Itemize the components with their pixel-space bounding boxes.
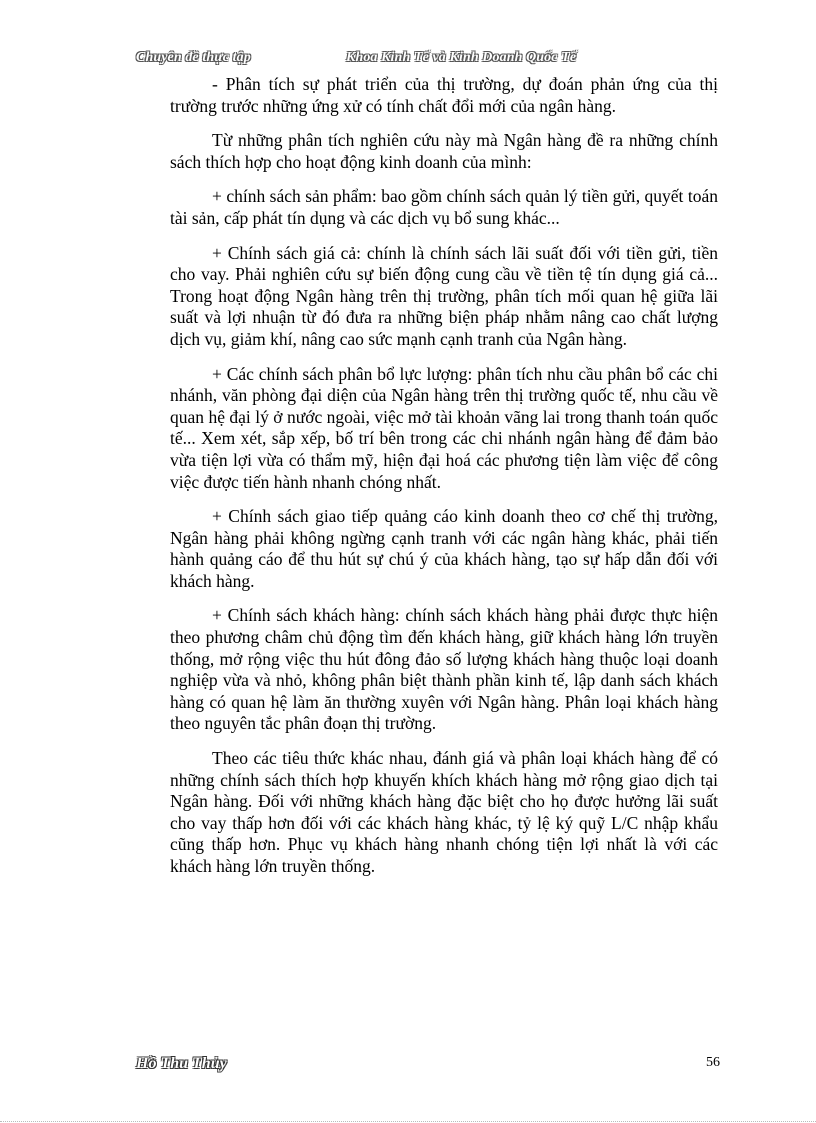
paragraph-policy-intro: Từ những phân tích nghiên cứu này mà Ngân hàng đề ra những chính sách thích hợp cho hoạt động kinh doanh của mình: (170, 130, 718, 172)
header-course-title: Chuyên đề thực tập (136, 50, 251, 65)
paragraph-customer-policy: + Chính sách khách hàng: chính sách khách hàng phải được thực hiện theo phương châm chủ động tìm đến khách hàng, giữ khách hàng lớn truyền thống, mở rộng việc thu hút đông đảo số lượng khách hàng thuộc loại doanh nghiệp vừa và nhỏ, không phân biệt thành phần kinh tế, lập danh sách khách hàng có quan hệ làm ăn thường xuyên với Ngân hàng. Phân loại khách hàng theo nguyên tắc phân đoạn thị trường. (170, 605, 718, 734)
page-number: 56 (706, 1055, 720, 1070)
document-body (170, 74, 718, 891)
paragraph-market-analysis: - Phân tích sự phát triển của thị trường, dự đoán phản ứng của thị trường trước những ứng xử có tính chất đổi mới của ngân hàng. (170, 74, 718, 116)
paragraph-pricing-policy: + Chính sách giá cả: chính là chính sách lãi suất đối với tiền gửi, tiền cho vay. Phải nghiên cứu sự biến động cung cầu về tiền tệ tín dụng giá cả... Trong hoạt động Ngân hàng trên thị trường, phân tích mối quan hệ giữa lãi suất và lợi nhuận từ đó đưa ra những biện pháp nhằm nâng cao chất lượng dịch vụ, giảm khí, nâng cao sức mạnh cạnh tranh của Ngân hàng. (170, 242, 718, 349)
page-bottom-divider (0, 1121, 816, 1122)
page-header (136, 50, 726, 70)
paragraph-allocation-policy: + Các chính sách phân bổ lực lượng: phân tích nhu cầu phân bổ các chi nhánh, văn phòng đại diện của Ngân hàng trên thị trường quốc tế, nhu cầu về quan hệ đại lý ở nước ngoài, việc mở tài khoản vãng lai trong thanh toán quốc tế... Xem xét, sắp xếp, bố trí bên trong các chi nhánh ngân hàng để đảm bảo vừa tiện lợi vừa có thẩm mỹ, hiện đại hoá các phương tiện làm việc để công việc được tiến hành nhanh chóng nhất. (170, 363, 718, 492)
page-footer (136, 1055, 720, 1077)
footer-author: Hồ Thu Thủy (136, 1055, 227, 1072)
header-faculty-name: Khoa Kinh Tế và Kinh Doanh Quốc Tế (346, 50, 577, 65)
paragraph-customer-classification: Theo các tiêu thức khác nhau, đánh giá và phân loại khách hàng để có những chính sách thích hợp khuyến khích khách hàng mở rộng giao dịch tại Ngân hàng. Đối với những khách hàng đặc biệt cho họ được hưởng lãi suất cho vay thấp hơn đối với các khách hàng khác, tỷ lệ ký quỹ L/C nhập khẩu cũng thấp hơn. Phục vụ khách hàng nhanh chóng tiện lợi nhất là với các khách hàng lớn truyền thống. (170, 748, 718, 876)
paragraph-advertising-policy: + Chính sách giao tiếp quảng cáo kinh doanh theo cơ chế thị trường, Ngân hàng phải không ngừng cạnh tranh với các ngân hàng khác, phải tiến hành quảng cáo để thu hút sự chú ý của khách hàng, tạo sự hấp dẫn đối với khách hàng. (170, 506, 718, 591)
paragraph-product-policy: + chính sách sản phẩm: bao gồm chính sách quản lý tiền gửi, quyết toán tài sản, cấp phát tín dụng và các dịch vụ bổ sung khác... (170, 186, 718, 228)
